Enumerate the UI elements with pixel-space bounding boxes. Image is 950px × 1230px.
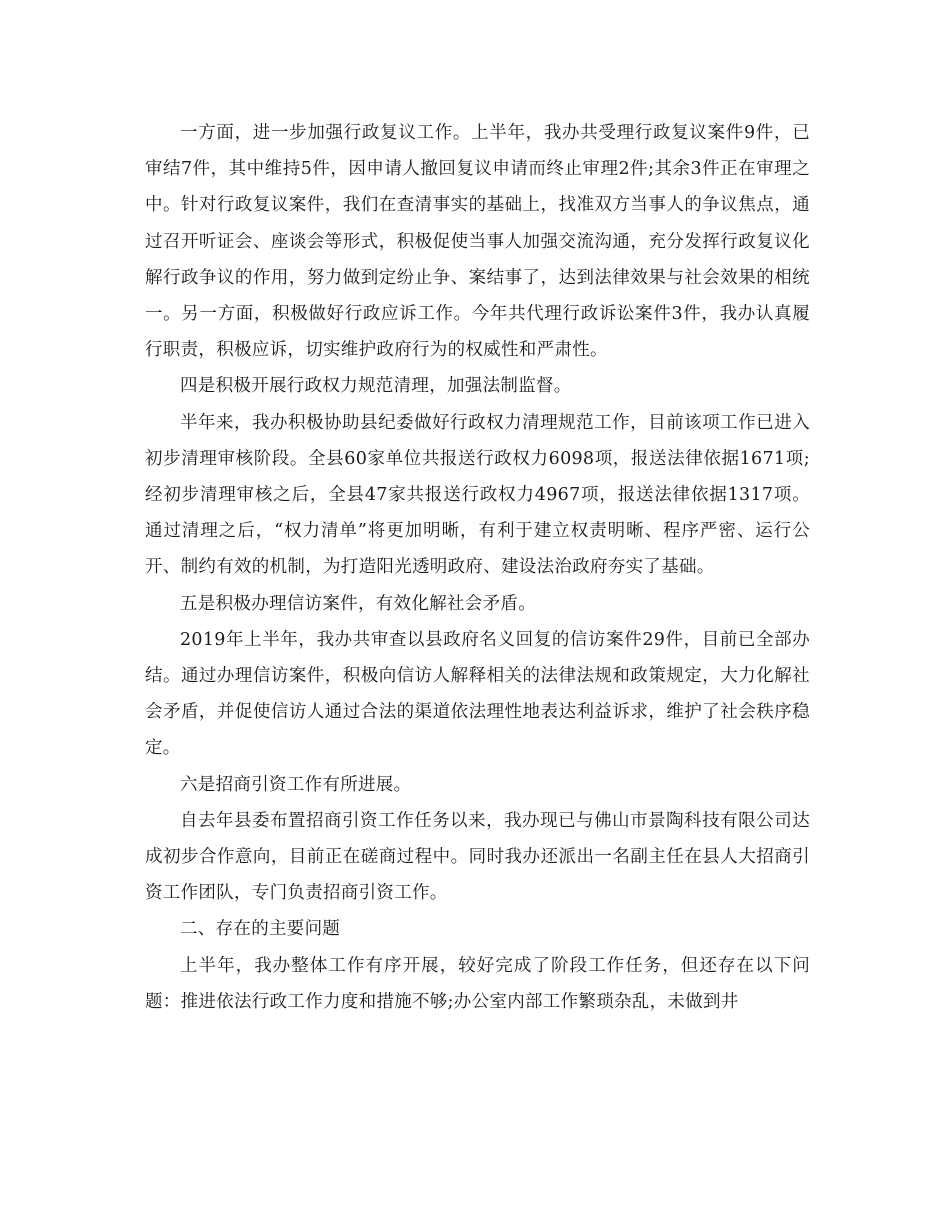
paragraph-power-regulation: 半年来，我办积极协助县纪委做好行政权力清理规范工作，目前该项工作已进入初步清理审核阶段。全县60家单位共报送行政权力6098项，报送法律依据1671项;经初步清理审核之后，全县47家共报送行政权力4967项，报送法律依据1317项。通过清理之后，“权力清单”将更加明晰，有利于建立权责明晰、程序严密、运行公开、制约有效的机制，为打造阳光透明政府、建设法治政府夯实了基础。 xyxy=(145,412,810,578)
heading-main-problems: 二、存在的主要问题 xyxy=(180,919,341,940)
paragraph-administrative-review: 一方面，进一步加强行政复议工作。上半年，我办共受理行政复议案件9件，已审结7件，其中维持5件，因申请人撤回复议申请而终止审理2件;其余3件正在审理之中。针对行政复议案件，我们在查清事实的基础上，找准双方当事人的争议焦点，通过召开听证会、座谈会等形式，积极促使当事人加强交流沟通，充分发挥行政复议化解行政争议的作用，努力做到定纷止争、案结事了，达到法律效果与社会效果的相统一。另一方面，积极做好行政应诉工作。今年共代理行政诉讼案件3件，我办认真履行职责，积极应诉，切实维护政府行为的权威性和严肃性。 xyxy=(145,123,810,361)
paragraph-petition-cases: 2019年上半年，我办共审查以县政府名义回复的信访案件29件，目前已全部办结。通过办理信访案件，积极向信访人解释相关的法律法规和政策规定，大力化解社会矛盾，并促使信访人通过合法的渠道依法理性地表达利益诉求，维护了社会秩序稳定。 xyxy=(145,629,810,759)
heading-power-regulation: 四是积极开展行政权力规范清理，加强法制监督。 xyxy=(180,376,572,397)
paragraph-main-problems: 上半年，我办整体工作有序开展，较好完成了阶段工作任务，但还存在以下问题：推进依法行政工作力度和措施不够;办公室内部工作繁琐杂乱，未做到井 xyxy=(145,955,810,1012)
heading-petition-cases: 五是积极办理信访案件，有效化解社会矛盾。 xyxy=(180,593,536,614)
document-body xyxy=(145,115,810,1020)
heading-investment: 六是招商引资工作有所进展。 xyxy=(180,774,412,795)
paragraph-investment: 自去年县委布置招商引资工作任务以来，我办现已与佛山市景陶科技有限公司达成初步合作意向，目前正在磋商过程中。同时我办还派出一名副主任在县人大招商引资工作团队，专门负责招商引资工作。 xyxy=(145,810,810,904)
